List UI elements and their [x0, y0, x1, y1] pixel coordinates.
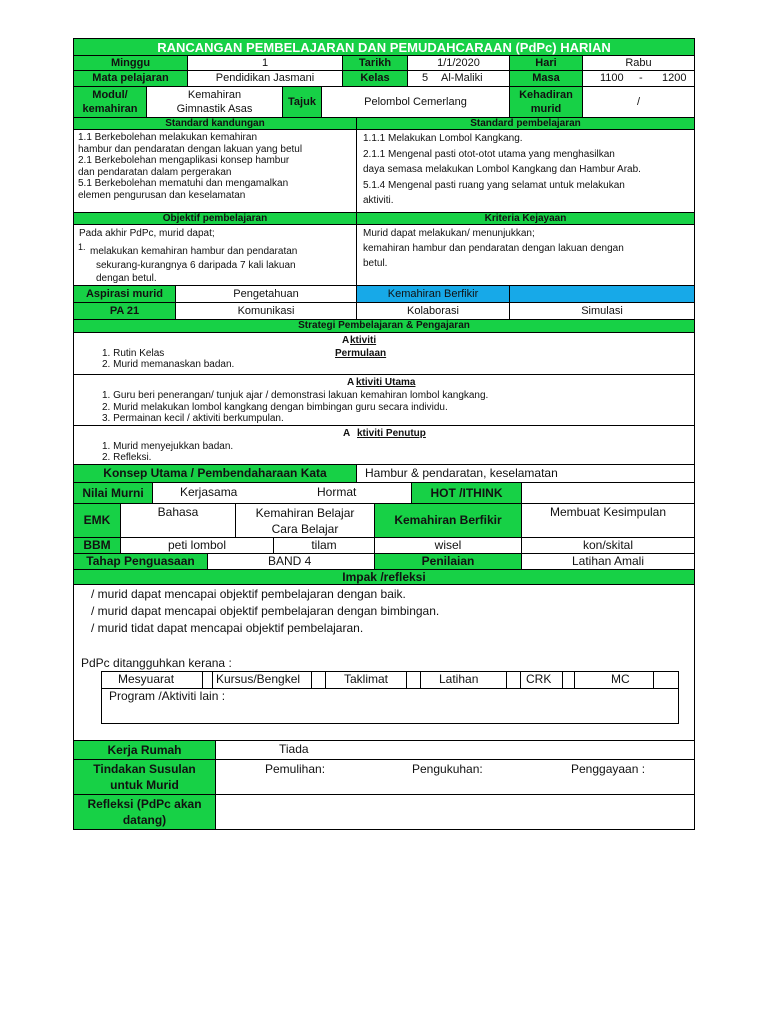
kriteria-body: [356, 224, 695, 286]
penutup-item: 2. Refleksi.: [102, 452, 152, 463]
emk-kemahiran-belajar: [235, 503, 375, 538]
emk-label: EMK: [73, 503, 121, 538]
hot-ithink-value: [521, 482, 695, 504]
hari-label: Hari: [509, 55, 583, 71]
hot-ithink-label: HOT /ITHINK: [411, 482, 522, 504]
aspirasi-label: Aspirasi murid: [73, 285, 176, 303]
pa21-kolaborasi: Kolaborasi: [356, 302, 510, 320]
pa21-label: PA 21: [73, 302, 176, 320]
reason-kursus: Kursus/Bengkel: [216, 672, 301, 686]
bbm-item: peti lombol: [120, 537, 274, 554]
kriteria-line: kemahiran hambur dan pendaratan dengan lakuan dengan: [363, 243, 624, 254]
bbm-item: kon/skital: [521, 537, 695, 554]
standard-pembelajaran-header: Standard pembelajaran: [356, 117, 695, 130]
objektif-line: dengan betul.: [96, 273, 157, 284]
konsep-value: Hambur & pendaratan, keselamatan: [356, 464, 695, 483]
masa-dash: -: [639, 72, 643, 84]
modul-label-line2: kemahiran: [82, 103, 138, 115]
permulaan-item: 1. Rutin Kelas: [102, 348, 165, 359]
kelas-number: 5: [422, 72, 429, 84]
reason-sep: [506, 671, 507, 688]
aktiviti-utama: [73, 374, 695, 426]
penutup-title: ktiviti Penutup: [357, 428, 426, 439]
objektif-body: [73, 224, 357, 286]
reason-sep: [574, 671, 575, 688]
kriteria-header: Kriteria Kejayaan: [356, 212, 695, 225]
nilai-murni-label: Nilai Murni: [73, 482, 153, 504]
tahap-label: Tahap Penguasaan: [73, 553, 208, 570]
kelas-name: Al-Maliki: [441, 72, 483, 84]
utama-title: ktiviti Utama: [356, 377, 416, 388]
penilaian-value: Latihan Amali: [521, 553, 695, 570]
permulaan-title-1: ktiviti: [350, 335, 377, 346]
utama-item: 2. Murid melakukan lombol kangkang dengan bimbingan guru secara individu.: [102, 402, 448, 413]
refleksi-value: [215, 794, 695, 830]
emk-kemahiran-berfikir-label: Kemahiran Berfikir: [374, 503, 522, 538]
reason-crk: CRK: [526, 672, 552, 686]
refleksi-label-line1: Refleksi (PdPc akan: [87, 797, 202, 811]
penilaian-label: Penilaian: [374, 553, 522, 570]
reason-latihan: Latihan: [439, 672, 479, 686]
aktiviti-penutup: [73, 425, 695, 465]
emk-kemahiran-berfikir-value: Membuat Kesimpulan: [521, 503, 695, 538]
modul-value: [146, 86, 283, 118]
tajuk-value: Pelombol Cemerlang: [321, 86, 510, 118]
aspirasi-blank: [509, 285, 695, 303]
reason-sep: [325, 671, 326, 688]
sk-line: dan pendaratan dalam pergerakan: [78, 166, 232, 178]
permulaan-item: 2. Murid memanaskan badan.: [102, 359, 235, 370]
tindakan-label: [73, 759, 216, 795]
ditangguhkan-label: PdPc ditangguhkan kerana :: [81, 656, 232, 670]
modul-label-line1: Modul/: [92, 89, 128, 101]
tahap-value: BAND 4: [207, 553, 375, 570]
reason-sep: [562, 671, 563, 688]
permulaan-title-2: Permulaan: [335, 348, 387, 359]
tarikh-value: 1/1/2020: [407, 55, 510, 71]
reason-sep: [311, 671, 312, 688]
sk-line: 5.1 Berkebolehan mematuhi dan mengamalkan: [78, 178, 289, 189]
pa21-komunikasi: Komunikasi: [175, 302, 357, 320]
tindakan-pengukuhan: Pengukuhan:: [412, 762, 483, 776]
kehadiran-label: [509, 86, 583, 118]
standard-pembelajaran-body: [356, 129, 695, 213]
objektif-num: 1.: [78, 242, 86, 252]
masa-end: 1200: [662, 72, 687, 84]
reason-sep: [406, 671, 407, 688]
emk-bahasa: Bahasa: [120, 503, 236, 538]
bbm-label: BBM: [73, 537, 121, 554]
kehadiran-value: /: [582, 86, 695, 118]
kehadiran-label-line1: Kehadiran: [519, 89, 573, 101]
utama-item: 1. Guru beri penerangan/ tunjuk ajar / demonstrasi lakuan kemahiran lombol kangkang.: [102, 390, 489, 401]
impak-item: / murid dapat mencapai objektif pembelajaran dengan bimbingan.: [91, 604, 440, 618]
reason-sep: [420, 671, 421, 688]
kriteria-line: betul.: [363, 258, 388, 269]
impak-item: / murid tidat dapat mencapai objektif pembelajaran.: [91, 621, 364, 635]
impak-body: [73, 584, 695, 741]
penutup-item: 1. Murid menyejukkan badan.: [102, 441, 234, 452]
tindakan-penggayaan: Penggayaan :: [571, 762, 646, 776]
minggu-value: 1: [187, 55, 343, 71]
tajuk-label: Tajuk: [282, 86, 322, 118]
penutup-a: A: [343, 428, 351, 439]
aspirasi-pengetahuan: Pengetahuan: [175, 285, 357, 303]
reason-sep: [520, 671, 521, 688]
standard-kandungan-body: [73, 129, 357, 213]
sk-line: 2.1 Berkebolehan mengaplikasi konsep hambur: [78, 155, 290, 166]
utama-a: A: [347, 377, 355, 388]
tindakan-pemulihan: Pemulihan:: [265, 762, 326, 776]
reason-mesyuarat: Mesyuarat: [118, 672, 175, 686]
reason-taklimat: Taklimat: [344, 672, 389, 686]
modul-value-line1: Kemahiran: [187, 89, 242, 101]
tarikh-label: Tarikh: [342, 55, 408, 71]
page-title: RANCANGAN PEMBELAJARAN DAN PEMUDAHCARAAN (PdPc) HARIAN: [73, 38, 695, 56]
permulaan-a: A: [342, 335, 350, 346]
masa-label: Masa: [509, 70, 583, 87]
kehadiran-label-line2: murid: [530, 103, 562, 115]
tindakan-values: [215, 759, 695, 795]
modul-label: [73, 86, 147, 118]
sp-line: daya semasa melakukan Lombol Kangkang dan Hambur Arab.: [363, 164, 641, 175]
sk-line: 1.1 Berkebolehan melakukan kemahiran: [78, 132, 257, 143]
refleksi-label-line2: datang): [122, 813, 167, 827]
pa21-simulasi: Simulasi: [509, 302, 695, 320]
reason-sep: [212, 671, 213, 688]
objektif-intro: Pada akhir PdPc, murid dapat;: [79, 228, 215, 239]
impak-header: Impak /refleksi: [73, 569, 695, 585]
mata-pelajaran-label: Mata pelajaran: [73, 70, 188, 87]
nilai-kerjasama: Kerjasama: [180, 485, 238, 499]
sp-line: 1.1.1 Melakukan Lombol Kangkang.: [363, 133, 523, 144]
objektif-line: sekurang-kurangnya 6 daripada 7 kali lakuan: [96, 260, 296, 271]
sp-line: aktiviti.: [363, 195, 394, 206]
strategi-header: Strategi Pembelajaran & Pengajaran: [73, 319, 695, 333]
kelas-label: Kelas: [342, 70, 408, 87]
nilai-murni-values: [152, 482, 412, 504]
konsep-label: Konsep Utama / Pembendaharaan Kata: [73, 464, 357, 483]
masa-start: 1100: [600, 72, 624, 84]
reason-sep: [202, 671, 203, 688]
aktiviti-permulaan: [73, 332, 695, 375]
utama-item: 3. Permainan kecil / aktiviti berkumpulan.: [102, 413, 284, 424]
hari-value: Rabu: [582, 55, 695, 71]
reason-mc: MC: [611, 672, 630, 686]
aspirasi-kemahiran-berfikir: Kemahiran Berfikir: [356, 285, 510, 303]
kerja-rumah-value: Tiada: [215, 740, 695, 760]
sk-line: hambur dan pendaratan dengan lakuan yang betul: [78, 143, 303, 155]
nilai-hormat: Hormat: [317, 485, 357, 499]
mata-pelajaran-value: Pendidikan Jasmani: [187, 70, 343, 87]
masa-value: [582, 70, 695, 87]
sp-line: 2.1.1 Mengenal pasti otot-otot utama yang menghasilkan: [363, 148, 615, 160]
lesson-plan-sheet: [73, 38, 695, 830]
emk-kemahiran-belajar-line1: Kemahiran Belajar: [255, 506, 355, 520]
modul-value-line2: Gimnastik Asas: [176, 103, 253, 115]
minggu-label: Minggu: [73, 55, 188, 71]
refleksi-label: [73, 794, 216, 830]
sp-line: 5.1.4 Mengenal pasti ruang yang selamat untuk melakukan: [363, 179, 625, 191]
sk-line: elemen pengurusan dan keselamatan: [78, 189, 246, 201]
impak-item: / murid dapat mencapai objektif pembelajaran dengan baik.: [91, 587, 406, 601]
bbm-item: wisel: [374, 537, 522, 554]
kriteria-line: Murid dapat melakukan/ menunjukkan;: [363, 228, 535, 239]
tindakan-label-line1: Tindakan Susulan: [93, 762, 196, 776]
program-lain: Program /Aktiviti lain :: [109, 689, 226, 703]
objektif-line: melakukan kemahiran hambur dan pendaratan: [90, 246, 298, 257]
kelas-value: [407, 70, 510, 87]
reason-sep: [653, 671, 654, 688]
standard-kandungan-header: Standard kandungan: [73, 117, 357, 130]
tindakan-label-line2: untuk Murid: [110, 778, 179, 792]
emk-kemahiran-belajar-line2: Cara Belajar: [271, 522, 339, 536]
objektif-header: Objektif pembelajaran: [73, 212, 357, 225]
bbm-item: tilam: [273, 537, 375, 554]
kerja-rumah-label: Kerja Rumah: [73, 740, 216, 760]
